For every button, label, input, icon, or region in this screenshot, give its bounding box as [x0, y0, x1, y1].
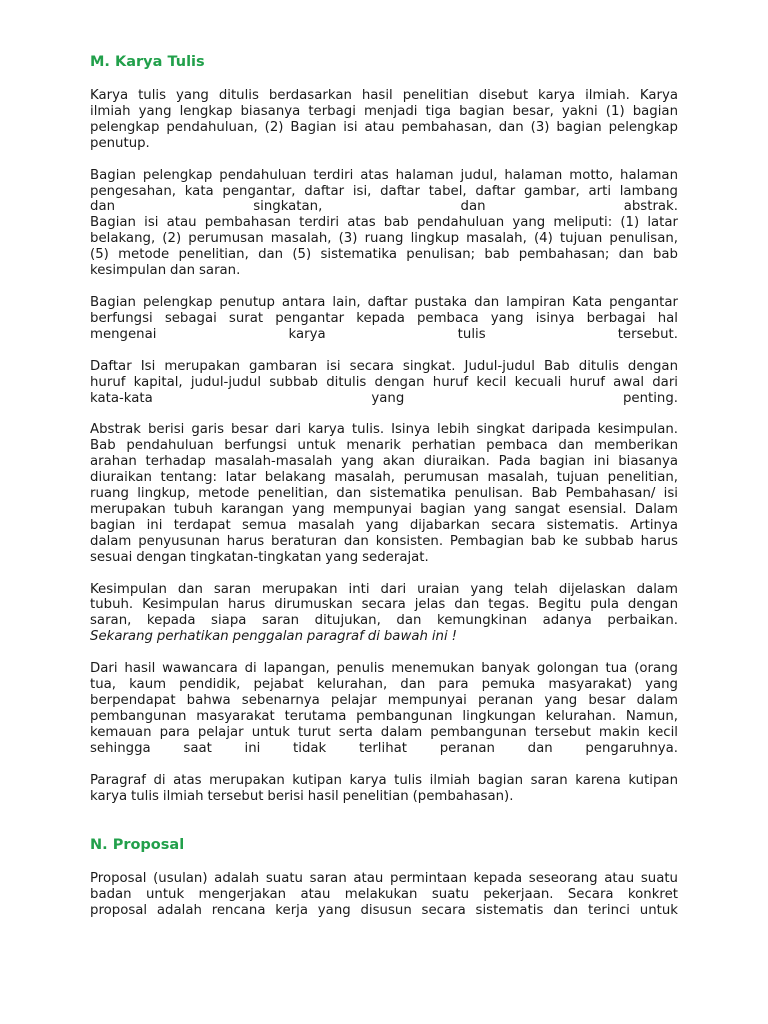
- text-line: dan singkatan, dan abstrak.: [90, 199, 678, 215]
- section-karya-tulis: [90, 52, 678, 804]
- text-line: badan untuk mengerjakan atau melakukan suatu pekerjaan. Secara konkret: [90, 887, 678, 903]
- text-line: merupakan tubuh karangan yang mempunyai bagian yang sangat esensial. Dalam: [90, 501, 678, 517]
- text-line: bagian ini terdapat semua masalah yang dijabarkan secara sistematis. Artinya: [90, 517, 678, 533]
- paragraph: [90, 359, 678, 407]
- text-line: berfungsi sebagai surat pengantar kepada pembaca yang isinya berbagai hal: [90, 310, 678, 326]
- text-line: kata-kata yang penting.: [90, 390, 678, 406]
- text-line: karya tulis ilmiah tersebut berisi hasil penelitian (pembahasan).: [90, 788, 514, 804]
- text-line: kemauan para pelajar untuk turut serta dalam pembangunan tersebut makin kecil: [90, 724, 678, 740]
- paragraph: [90, 773, 678, 805]
- text-line: sesuai dengan tingkatan-tingkatan yang sederajat.: [90, 549, 429, 565]
- text-line: Bagian pelengkap penutup antara lain, daftar pustaka dan lampiran Kata pengantar: [90, 294, 678, 310]
- text-line: Proposal (usulan) adalah suatu saran atau permintaan kepada seseorang atau suatu: [90, 871, 678, 887]
- text-line: dalam penyusunan harus beraturan dan konsisten. Pembagian bab ke subbab harus: [90, 533, 678, 549]
- text-line: proposal adalah rencana kerja yang disusun secara sistematis dan terinci untuk: [90, 903, 678, 919]
- italic-text-line: Sekarang perhatikan penggalan paragraf di bawah ini !: [90, 629, 457, 645]
- text-line: sehingga saat ini tidak terlihat peranan dan pengaruhnya.: [90, 740, 678, 756]
- paragraph: [90, 295, 678, 343]
- text-line: saran, kepada siapa saran ditujukan, dan kemungkinan adanya perbaikan.: [90, 613, 678, 629]
- paragraph: [90, 871, 678, 919]
- text-line: Abstrak berisi garis besar dari karya tulis. Isinya lebih singkat daripada kesimpulan.: [90, 422, 678, 438]
- paragraph: [90, 661, 678, 756]
- paragraph: [90, 168, 678, 279]
- text-line: belakang, (2) perumusan masalah, (3) ruang lingkup masalah, (4) tujuan penulisan,: [90, 231, 678, 247]
- text-line: Bagian pelengkap pendahuluan terdiri atas halaman judul, halaman motto, halaman: [90, 167, 678, 183]
- paragraph: [90, 88, 678, 152]
- text-line: diuraikan tentang: latar belakang masalah, perumusan masalah, tujuan penelitian,: [90, 470, 678, 486]
- text-line: tua, kaum pendidik, pejabat kelurahan, dan para pemuka masyarakat) yang: [90, 677, 678, 693]
- section-heading: N. Proposal: [90, 837, 185, 854]
- text-line: tubuh. Kesimpulan harus dirumuskan secara jelas dan tegas. Begitu pula dengan: [90, 597, 678, 613]
- text-line: huruf kapital, judul-judul subbab ditulis dengan huruf kecil kecuali huruf awal dari: [90, 374, 678, 390]
- section-heading: M. Karya Tulis: [90, 54, 205, 70]
- section-proposal: [90, 835, 678, 919]
- text-line: arahan terhadap masalah-masalah yang akan diuraikan. Pada bagian ini biasanya: [90, 454, 678, 470]
- text-line: berpendapat bahwa sebenarnya pelajar mempunyai peranan yang besar dalam: [90, 693, 678, 708]
- paragraph: [90, 422, 678, 565]
- text-line: Dari hasil wawancara di lapangan, penulis menemukan banyak golongan tua (orang: [90, 661, 678, 677]
- text-line: Kesimpulan dan saran merupakan inti dari uraian yang telah dijelaskan dalam: [90, 581, 678, 597]
- paragraph: [90, 582, 678, 646]
- text-line: (5) metode penelitian, dan (5) sistematika penulisan; bab pembahasan; dan bab: [90, 247, 678, 263]
- text-line: ilmiah yang lengkap biasanya terbagi menjadi tiga bagian besar, yakni (1) bagian: [90, 103, 678, 119]
- text-line: kesimpulan dan saran.: [90, 263, 241, 279]
- text-line: Bagian isi atau pembahasan terdiri atas bab pendahuluan yang meliputi: (1) latar: [90, 215, 678, 231]
- text-line: ruang lingkup, metode penelitian, dan sistematika penulisan. Bab Pembahasan/ isi: [90, 486, 678, 502]
- text-line: Daftar Isi merupakan gambaran isi secara singkat. Judul-judul Bab ditulis dengan: [90, 358, 678, 374]
- text-line: mengenai karya tulis tersebut.: [90, 326, 678, 342]
- text-line: penutup.: [90, 135, 150, 151]
- text-line: pengesahan, kata pengantar, daftar isi, daftar tabel, daftar gambar, arti lambang: [90, 183, 678, 199]
- text-line: Bab pendahuluan berfungsi untuk menarik perhatian pembaca dan memberikan: [90, 438, 678, 454]
- text-line: pelengkap pendahuluan, (2) Bagian isi atau pembahasan, dan (3) bagian pelengkap: [90, 119, 678, 135]
- text-line: Paragraf di atas merupakan kutipan karya tulis ilmiah bagian saran karena kutipan: [90, 772, 678, 788]
- text-line: pembangunan masyarakat terutama pembangunan lingkungan kelurahan. Namun,: [90, 708, 678, 724]
- text-line: Karya tulis yang ditulis berdasarkan hasil penelitian disebut karya ilmiah. Karya: [90, 88, 678, 103]
